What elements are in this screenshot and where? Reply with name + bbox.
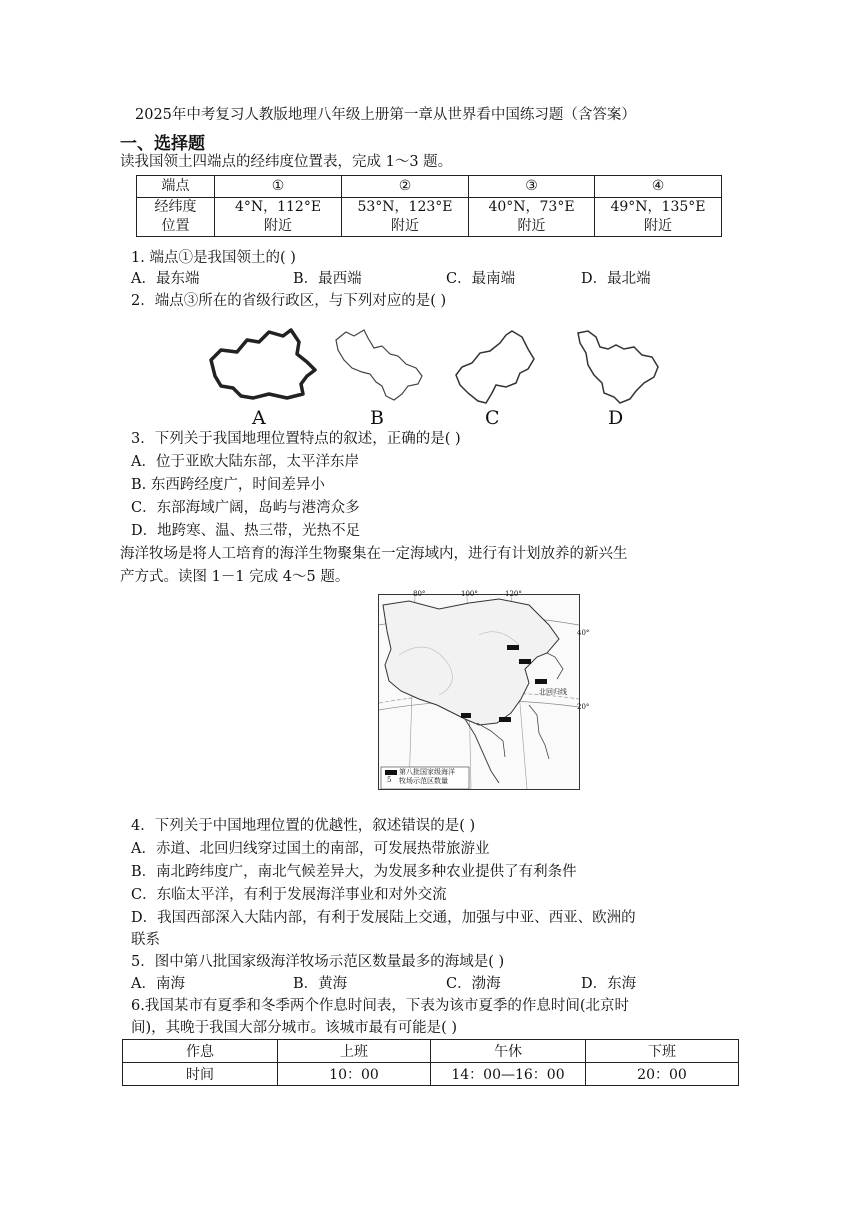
q4-option-a: A．赤道、北回归线穿过国土的南部，可发展热带旅游业 bbox=[131, 841, 490, 857]
question-3-stem: 3．下列关于我国地理位置特点的叙述，正确的是( ) bbox=[131, 431, 461, 447]
page-title: 2025年中考复习人教版地理八年级上册第一章从世界看中国练习题（含答案） bbox=[135, 107, 636, 123]
table-cell: 14：00—16：00 bbox=[431, 1063, 586, 1086]
table-header-cell: 作息 bbox=[123, 1040, 278, 1063]
coord-cell: 49°N，135°E 附近 bbox=[595, 198, 722, 237]
tropic-label: 北回归线 bbox=[539, 688, 567, 696]
province-outline-b bbox=[332, 326, 426, 408]
legend-text: 第八批国家级海洋 牧场示范区数量 bbox=[399, 768, 455, 785]
lon-label-100: 100° bbox=[461, 590, 478, 598]
ranch-marker bbox=[461, 713, 471, 718]
label-b: B bbox=[370, 407, 384, 429]
q3-option-d: D．地跨寒、温、热三带，光热不足 bbox=[131, 523, 361, 539]
q1-option-b: B．最西端 bbox=[293, 271, 362, 287]
q5-option-c: C．渤海 bbox=[446, 976, 501, 992]
table-header-cell: ③ bbox=[469, 176, 595, 198]
table-header-cell: 端点 bbox=[137, 176, 215, 198]
ranch-marker bbox=[519, 659, 531, 664]
q1-option-d: D．最北端 bbox=[581, 271, 651, 287]
table-header-cell: 午休 bbox=[431, 1040, 586, 1063]
label-d: D bbox=[608, 407, 624, 429]
ranch-marker bbox=[535, 679, 547, 684]
label-a: A bbox=[252, 407, 266, 429]
q3-option-a: A．位于亚欧大陆东部，太平洋东岸 bbox=[131, 454, 359, 470]
question-2-stem: 2．端点③所在的省级行政区，与下列对应的是( ) bbox=[131, 293, 447, 309]
marine-ranch-map bbox=[378, 590, 590, 790]
q5-option-d: D．东海 bbox=[581, 976, 637, 992]
lat-label-40: 40° bbox=[577, 629, 590, 637]
coord-cell: 53°N，123°E 附近 bbox=[342, 198, 469, 237]
table-header-cell: ① bbox=[215, 176, 342, 198]
section-heading: 一、选择题 bbox=[120, 134, 205, 154]
province-outline-d bbox=[574, 327, 660, 407]
coord-cell: 40°N，73°E 附近 bbox=[469, 198, 595, 237]
row-label: 经纬度 位置 bbox=[137, 198, 215, 237]
table-header-cell: ② bbox=[342, 176, 469, 198]
table-header-cell: 上班 bbox=[278, 1040, 431, 1063]
q4-option-d-cont: 联系 bbox=[131, 932, 160, 948]
ranch-marker bbox=[499, 717, 511, 722]
question-5-stem: 5．图中第八批国家级海洋牧场示范区数量最多的海域是( ) bbox=[131, 954, 505, 970]
q4-option-d: D．我国西部深入大陆内部，有利于发展陆上交通，加强与中亚、西亚、欧洲的 bbox=[131, 910, 636, 926]
table-cell: 20：00 bbox=[586, 1063, 739, 1086]
q4-option-c: C．东临太平洋，有利于发展海洋事业和对外交流 bbox=[131, 887, 447, 903]
q1-option-c: C．最南端 bbox=[446, 271, 516, 287]
province-outline-c bbox=[452, 327, 536, 407]
q3-option-b: B. 东西跨经度广，时间差异小 bbox=[131, 477, 325, 493]
coord-cell: 4°N，112°E 附近 bbox=[215, 198, 342, 237]
q5-option-b: B．黄海 bbox=[293, 976, 348, 992]
q5-option-a: A．南海 bbox=[131, 976, 185, 992]
lat-label-20: 20° bbox=[577, 703, 590, 711]
label-c: C bbox=[485, 407, 500, 429]
table-cell: 10：00 bbox=[278, 1063, 431, 1086]
legend-marker bbox=[385, 770, 397, 775]
q1-option-a: A．最东端 bbox=[131, 271, 200, 287]
q4-option-b: B．南北跨纬度广，南北气候差异大，为发展多种农业提供了有利条件 bbox=[131, 864, 577, 880]
question-6-line1: 6.我国某市有夏季和冬季两个作息时间表，下表为该市夏季的作息时间(北京时 bbox=[131, 998, 629, 1014]
table-header-cell: ④ bbox=[595, 176, 722, 198]
intro-text-2-line2: 产方式。读图 1－1 完成 4～5 题。 bbox=[120, 569, 350, 585]
province-outline-a bbox=[207, 326, 319, 402]
schedule-table bbox=[122, 1039, 739, 1086]
intro-text-1: 读我国领土四端点的经纬度位置表，完成 1～3 题。 bbox=[120, 154, 453, 170]
question-1-stem: 1. 端点①是我国领土的( ) bbox=[131, 250, 296, 266]
ranch-marker bbox=[507, 645, 519, 650]
table-header-cell: 下班 bbox=[586, 1040, 739, 1063]
q3-option-c: C．东部海域广阔，岛屿与港湾众多 bbox=[131, 500, 360, 516]
question-6-line2: 间)，其晚于我国大部分城市。该城市最有可能是( ) bbox=[131, 1020, 458, 1036]
intro-text-2-line1: 海洋牧场是将人工培育的海洋生物聚集在一定海域内，进行有计划放养的新兴生 bbox=[120, 546, 628, 562]
question-4-stem: 4．下列关于中国地理位置的优越性，叙述错误的是( ) bbox=[131, 818, 476, 834]
lon-label-120: 120° bbox=[505, 590, 522, 598]
table-cell: 时间 bbox=[123, 1063, 278, 1086]
lon-label-80: 80° bbox=[413, 590, 426, 598]
legend-number: 5 bbox=[387, 776, 392, 784]
endpoint-table bbox=[136, 175, 722, 237]
